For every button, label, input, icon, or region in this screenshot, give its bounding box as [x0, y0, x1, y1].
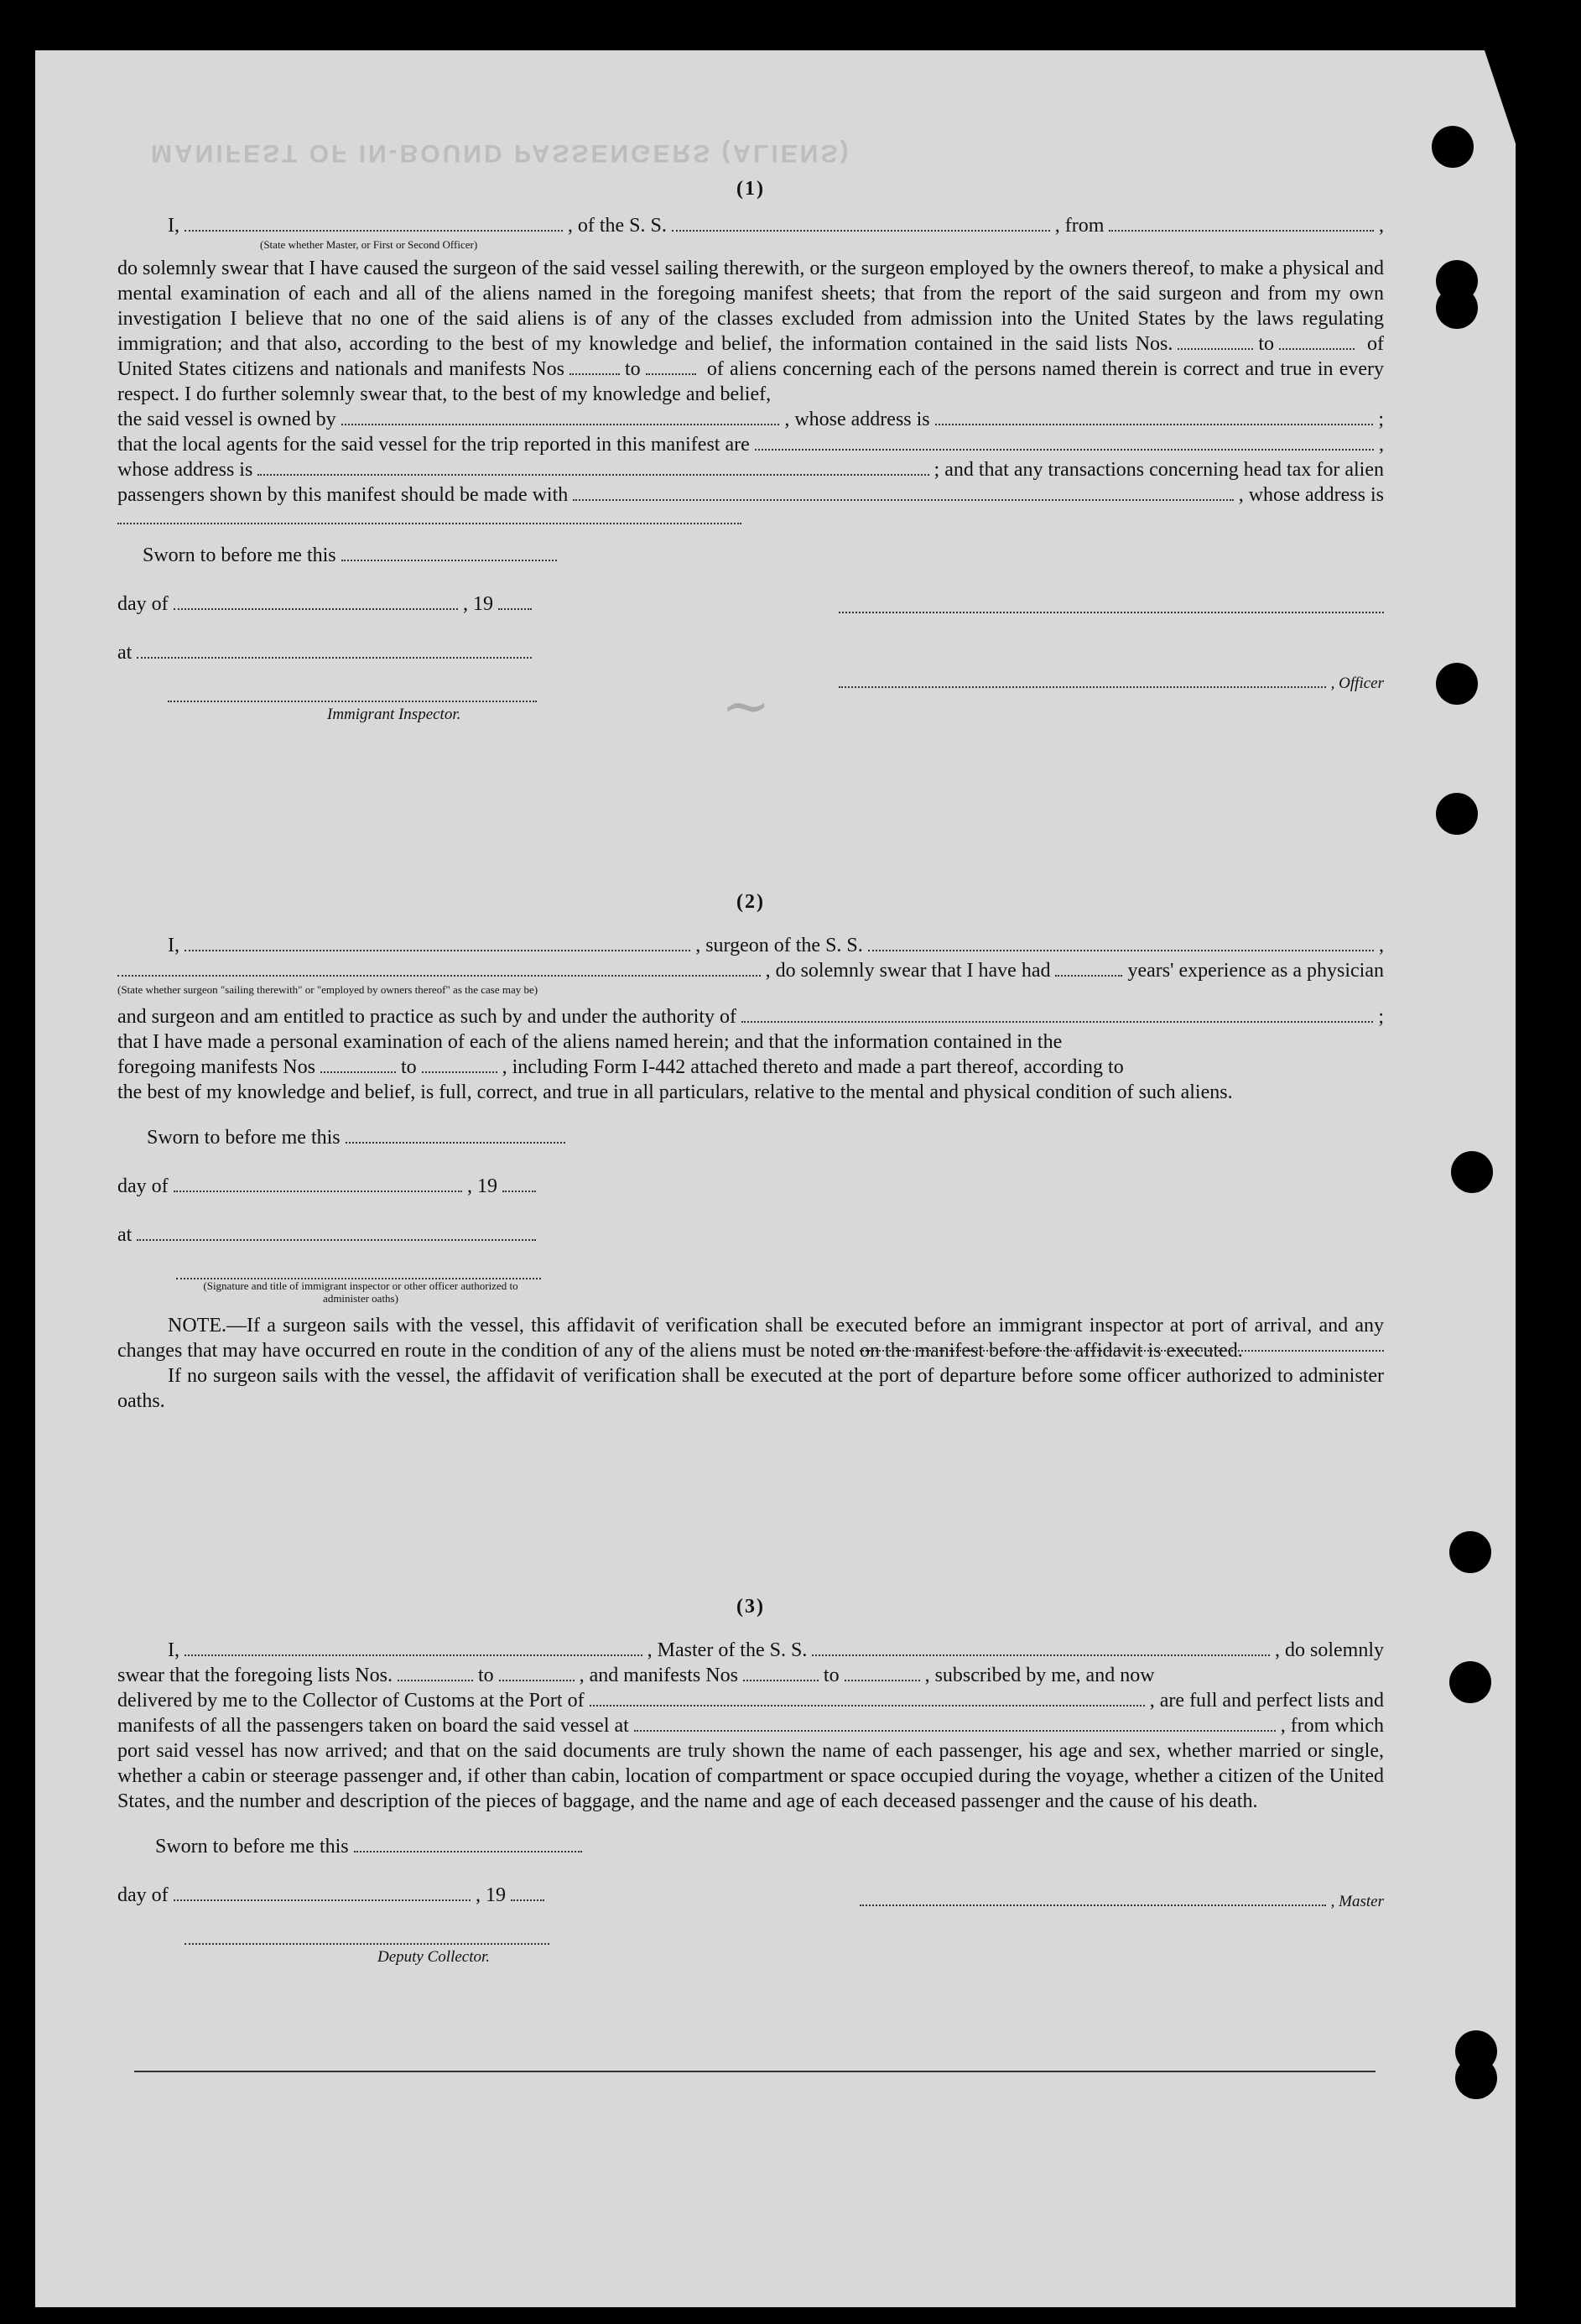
s1-agents-address-field[interactable]: [257, 459, 928, 476]
s2-surgeon-note: (State whether surgeon "sailing therewith" or "employed by owners thereof" as the case may be): [117, 983, 538, 996]
punch-hole: [1455, 2057, 1497, 2099]
s3-day-line: day of , 19: [117, 1883, 549, 1908]
section-3-heading: (3): [736, 1596, 765, 1618]
s3-sworn-date-field[interactable]: [354, 1836, 582, 1852]
s3-line-lists: swear that the foregoing lists Nos. to , and manifests Nos to , subscribed by me, and now: [117, 1665, 1155, 1686]
s2-surgeon-name-field[interactable]: [185, 935, 690, 951]
bottom-rule: [134, 2071, 1376, 2072]
s2-at-field[interactable]: [137, 1224, 536, 1241]
s2-surgeon-type-field[interactable]: [117, 960, 761, 977]
s2-inspector-signature-field[interactable]: [176, 1271, 541, 1279]
s3-master-signature-line: , Master: [860, 1889, 1384, 1915]
s2-line-authority: and surgeon and am entitled to practice as such by and under the authority of ;: [117, 1006, 1384, 1028]
s1-from: , from: [1054, 215, 1105, 237]
s3-lists-from-field[interactable]: [398, 1665, 473, 1681]
s2-line-experience: , do solemnly swear that I have had years' experience as a physician: [117, 958, 1384, 983]
s2-sworn-date-field[interactable]: [346, 1127, 565, 1144]
s1-manifests-to-field[interactable]: [646, 358, 696, 375]
s1-day-field[interactable]: [174, 593, 458, 610]
s2-day-line: day of , 19: [117, 1174, 541, 1199]
s2-line-3: foregoing manifests Nos to , including Form I-442 attached thereto and made a part thereof, according to: [117, 1056, 1124, 1078]
s1-day-line: day of , 19: [117, 591, 537, 617]
ink-scrawl: ~: [721, 671, 771, 740]
section-1: [117, 176, 1384, 727]
torn-corner: [1485, 50, 1518, 151]
s1-officer-signature-field[interactable]: [839, 600, 1384, 613]
s1-i: I,: [168, 215, 179, 237]
s3-manifests-to-field[interactable]: [845, 1665, 920, 1681]
s1-inspector-label: Immigrant Inspector.: [327, 706, 461, 723]
s3-body: port said vessel has now arrived; and that on the said documents are truly shown the name of each passenger, his age and sex, whether married or single, whether a cabin or steerage passenger and, if other than cabin, location of compartment or space occupied during the voyage, whether a citizen of the United States, and the number and description of the pieces of baggage, and the name and age of each deceased passenger and the cause of his death.: [117, 1740, 1384, 1812]
s1-line-owner: the said vessel is owned by , whose address is ;: [117, 409, 1385, 430]
s1-headtax-address-field[interactable]: [117, 508, 741, 524]
s1-line-headtax: passengers shown by this manifest should be made with , whose address is: [117, 484, 1384, 506]
s3-ship-name-field[interactable]: [812, 1639, 1270, 1656]
s2-surgeon-signature-field[interactable]: [860, 1338, 1384, 1352]
s3-port-field[interactable]: [590, 1690, 1145, 1707]
section-1-heading: (1): [736, 178, 765, 200]
s3-lists-to-field[interactable]: [499, 1665, 575, 1681]
s2-line-2: that I have made a personal examination of each of the aliens named herein; and that the information contained in the: [117, 1031, 1063, 1053]
s3-deputy-signature-field[interactable]: [185, 1936, 549, 1945]
punch-hole: [1432, 126, 1474, 168]
s1-body: do solemnly swear that I have caused the surgeon of the said vessel sailing therewith, or the surgeon employed by the owners thereof, to make a physical and mental examination of each and all of the aliens named in the foregoing manifest sheets; that from the report of the said surgeon and from my own investigation I believe that no one of the said aliens is of any of the classes excluded from admission into the United States by the laws regulating immigration; and that also, according to the best of my knowledge and belief, the information contained in the said lists Nos.: [117, 258, 1384, 355]
s2-line-4: the best of my knowledge and belief, is full, correct, and true in all particulars, relative to the mental and physical condition of such aliens.: [117, 1081, 1233, 1103]
punch-hole: [1449, 1531, 1491, 1573]
s3-sworn-line: Sworn to before me this: [117, 1834, 587, 1859]
s2-line-surgeon: I, , surgeon of the S. S. ,: [168, 935, 1384, 956]
s2-day-field[interactable]: [174, 1175, 462, 1192]
s1-oath-paragraph: do solemnly swear that I have caused the surgeon of the said vessel sailing therewith, or the surgeon employed by the owners thereof, to make a physical and mental examination of each and all of the aliens named in the foregoing manifest sheets; that from the report of the said surgeon and from my own investigation I believe that no one of the said aliens is of any of the classes excluded from admission into the United States by the laws regulating immigration; and that also, according to the best of my knowledge and belief, the information contained in the said lists Nos. to of United States citizens and nationals and manifests Nos to of aliens concerning each of the persons named therein is correct and true in every respect. I do further solemnly swear that, to the best of my knowledge and belief,: [117, 258, 1385, 405]
s1-sworn-date-field[interactable]: [341, 545, 557, 561]
section-2-heading: (2): [736, 891, 765, 913]
s2-ship-name-field[interactable]: [868, 935, 1374, 951]
s1-from-port-field[interactable]: [1109, 215, 1374, 232]
punch-hole: [1451, 1151, 1493, 1193]
s1-at-field[interactable]: [137, 642, 532, 659]
punch-hole: [1436, 663, 1478, 705]
bleedthrough-header: MANIFEST OF IN-BOUND PASSENGERS (ALIENS): [151, 139, 851, 167]
s1-sworn-line: Sworn to before me this: [117, 543, 562, 568]
s1-officer-name-field[interactable]: [185, 215, 563, 232]
punch-hole: [1436, 287, 1478, 329]
s2-note: NOTE.—If a surgeon sails with the vessel, this affidavit of verification shall be executed before an immigrant inspector at port of arrival, and any changes that may have occurred en route in the condition of any of the aliens must be noted on the manifest before the affidavit is executed. If no surgeon sails with the vessel, the affidavit of verification shall be executed at the port of departure before some officer authorized to administer oaths.: [117, 1315, 1384, 1412]
s3-master-name-field[interactable]: [185, 1639, 642, 1656]
s3-boarding-port-field[interactable]: [634, 1715, 1276, 1732]
s1-agents-field[interactable]: [755, 434, 1374, 451]
s3-manifests-from-field[interactable]: [743, 1665, 819, 1681]
s2-authority-field[interactable]: [741, 1006, 1373, 1023]
s1-officer-title-field[interactable]: [839, 671, 1326, 688]
s3-master-signature-field[interactable]: [860, 1889, 1326, 1906]
s3-day-field[interactable]: [174, 1884, 471, 1901]
punch-hole: [1449, 1661, 1491, 1703]
s2-sworn-line: Sworn to before me this: [117, 1125, 570, 1150]
s1-line-agents: that the local agents for the said vessel for the trip reported in this manifest are ,: [117, 434, 1384, 456]
s2-manifests-to-field[interactable]: [422, 1056, 497, 1073]
s2-years-field[interactable]: [1055, 960, 1122, 977]
punch-hole: [1436, 793, 1478, 835]
s1-owner-address-field[interactable]: [935, 409, 1374, 425]
s1-manifests-from-field[interactable]: [569, 358, 620, 375]
s1-line-agents-address: whose address is ; and that any transactions concerning head tax for alien: [117, 459, 1384, 481]
s2-at-line: at: [117, 1222, 541, 1248]
s3-line-master: I, , Master of the S. S. , do solemnly: [168, 1639, 1384, 1661]
s1-line-headtax-address: [117, 508, 746, 524]
section-3: [117, 1594, 1384, 1970]
section-2: [117, 889, 1384, 1414]
s1-year-field[interactable]: [498, 593, 532, 610]
s2-manifests-from-field[interactable]: [320, 1056, 396, 1073]
s1-lists-from-field[interactable]: [1178, 333, 1253, 350]
s1-line-declarant: I, , of the S. S. , from ,: [168, 215, 1384, 237]
s2-year-field[interactable]: [502, 1175, 536, 1192]
s1-officer-note: (State whether Master, or First or Second Officer): [260, 238, 478, 251]
s1-headtax-contact-field[interactable]: [573, 484, 1233, 501]
s1-at-line: at: [117, 640, 537, 665]
s1-owner-field[interactable]: [341, 409, 780, 425]
s1-ship-name-field[interactable]: [672, 215, 1050, 232]
s1-officer-line: , Officer: [839, 671, 1384, 696]
s1-lists-to-field[interactable]: [1279, 333, 1355, 350]
s3-line-delivered: delivered by me to the Collector of Customs at the Port of , are full and perfect lists and: [117, 1690, 1384, 1712]
s1-inspector-signature-field[interactable]: [168, 689, 537, 702]
s3-year-field[interactable]: [511, 1884, 544, 1901]
s3-deputy-label: Deputy Collector.: [377, 1948, 491, 1966]
s1-of-ss: , of the S. S.: [567, 215, 667, 237]
s2-signature-note: (Signature and title of immigrant inspector or other officer authorized to administer oaths): [203, 1279, 518, 1305]
s3-line-boarded: manifests of all the passengers taken on board the said vessel at , from which: [117, 1715, 1384, 1737]
